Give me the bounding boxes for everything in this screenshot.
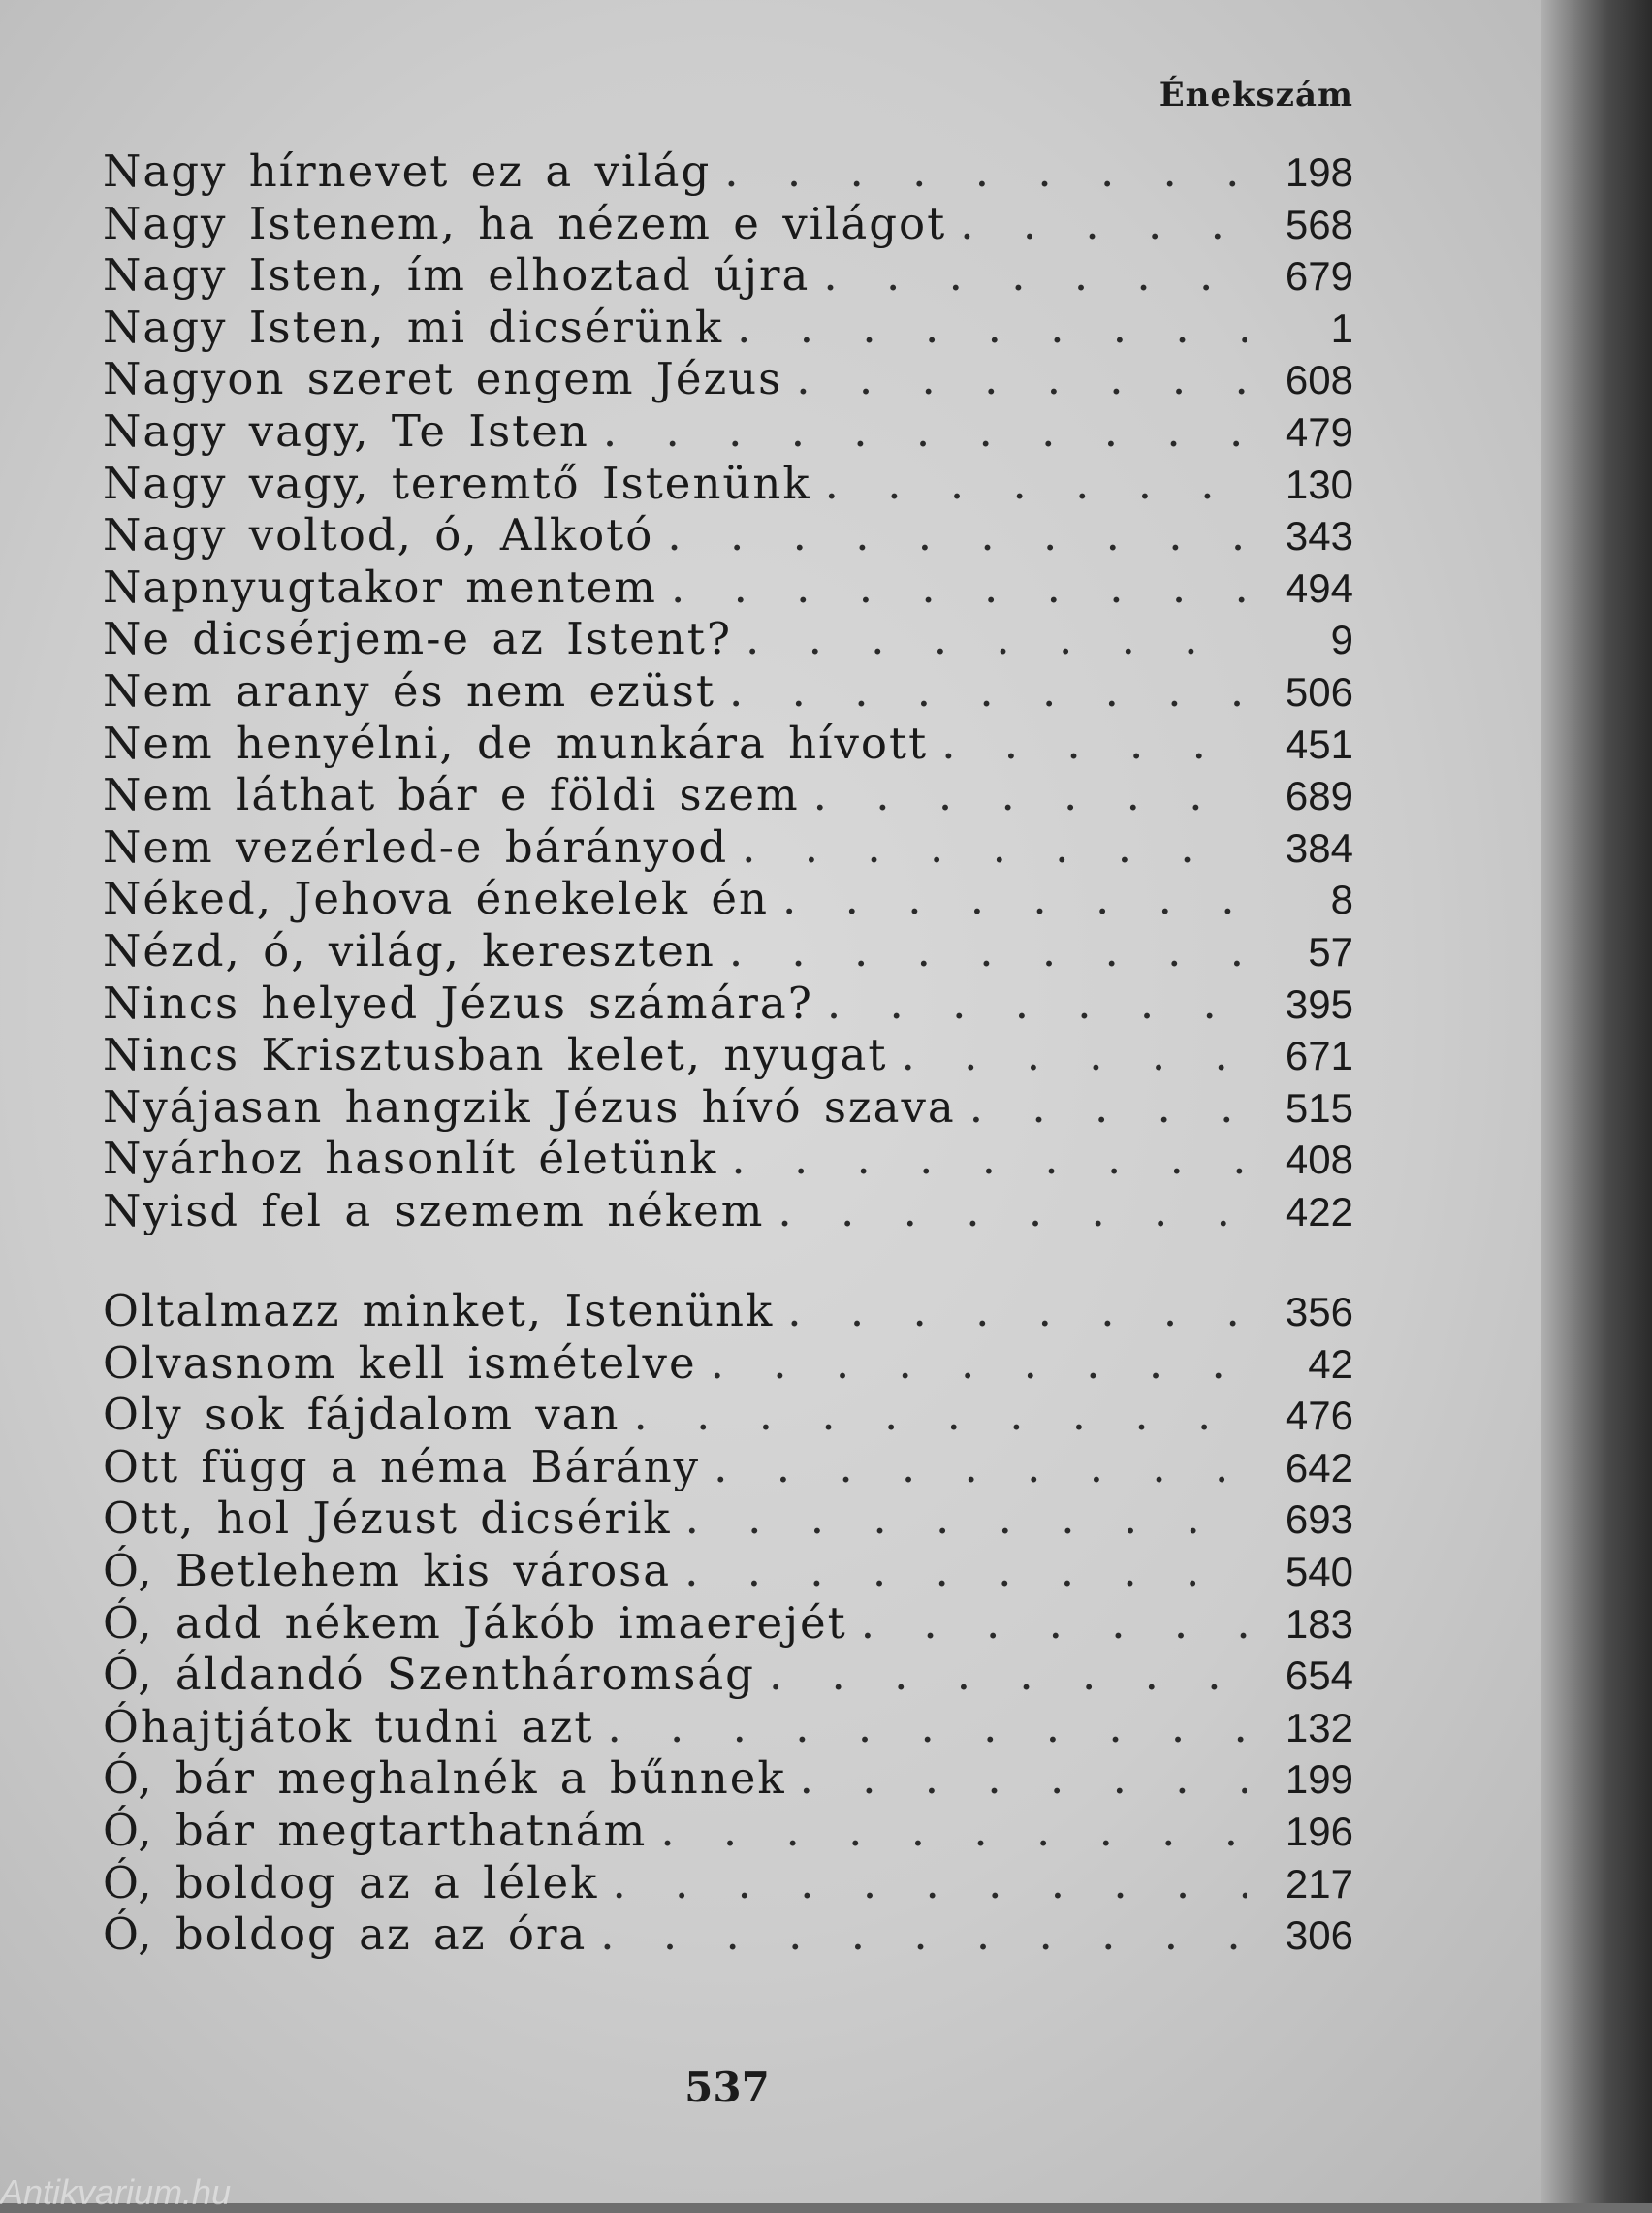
entry-title: Nagy Isten, ím elhoztad újra: [103, 249, 810, 302]
index-entry: [103, 821, 1353, 874]
entry-title: Nem henyélni, de munkára hívott: [103, 717, 929, 769]
index-entry: [103, 769, 1353, 821]
entry-title: Ó, bár meghalnék a bűnnek: [103, 1752, 786, 1805]
entry-song-number: 476: [1285, 1393, 1353, 1439]
entry-song-number: 57: [1308, 928, 1353, 975]
entry-song-number: 132: [1285, 1704, 1353, 1750]
dot-leader: [941, 718, 1247, 769]
entry-title: Ó, bár megtarthatnám: [103, 1804, 648, 1856]
dot-leader: [813, 769, 1247, 820]
index-entry: [103, 1029, 1353, 1081]
dot-leader: [960, 198, 1247, 249]
dot-leader: [782, 873, 1247, 924]
index-entry: [103, 873, 1353, 925]
entry-title: Oltalmazz minket, Istenünk: [103, 1285, 775, 1336]
entry-title: Ó, áldandó Szentháromság: [103, 1649, 755, 1701]
entry-song-number: 42: [1308, 1340, 1353, 1387]
entry-song-number: 8: [1330, 877, 1353, 923]
index-entry: [103, 1752, 1353, 1805]
dot-leader: [729, 925, 1247, 977]
dot-leader: [825, 458, 1247, 509]
index-entry: [103, 1857, 1353, 1909]
entry-title: Nyájasan hangzik Jézus hívó szava: [103, 1080, 956, 1133]
entry-song-number: 515: [1285, 1084, 1353, 1131]
dot-leader: [827, 978, 1247, 1029]
index-entry: [103, 1649, 1353, 1701]
dot-leader: [603, 405, 1247, 457]
entry-song-number: 693: [1285, 1496, 1353, 1543]
dot-leader: [612, 1857, 1247, 1908]
dot-leader: [746, 613, 1247, 664]
entry-song-number: 217: [1285, 1860, 1353, 1907]
dot-leader: [969, 1081, 1247, 1133]
entry-song-number: 568: [1285, 201, 1353, 247]
entry-title: Nagyon szeret engem Jézus: [103, 353, 783, 405]
index-entry: [103, 1441, 1353, 1493]
entry-song-number: 540: [1285, 1548, 1353, 1594]
entry-title: Nem arany és nem ezüst: [103, 664, 715, 717]
dot-leader: [823, 249, 1247, 301]
index-entry: [103, 145, 1353, 198]
dot-leader: [901, 1029, 1247, 1080]
entry-song-number: 479: [1285, 408, 1353, 455]
index-entry: [103, 1081, 1353, 1134]
index-entry: [103, 405, 1353, 458]
dot-leader: [787, 1285, 1247, 1336]
entry-title: Napnyugtakor mentem: [103, 561, 657, 613]
entry-title: Nézd, ó, világ, kereszten: [103, 924, 715, 977]
entry-song-number: 689: [1285, 773, 1353, 819]
entry-title: Nem láthat bár e földi szem: [103, 769, 800, 821]
dot-leader: [714, 1441, 1247, 1492]
entry-title: Óhajtjátok tudni azt: [103, 1700, 594, 1752]
dot-leader: [711, 1337, 1247, 1389]
entry-title: Oly sok fájdalom van: [103, 1389, 620, 1441]
entry-song-number: 343: [1285, 513, 1353, 560]
entry-song-number: 642: [1285, 1444, 1353, 1491]
index-entry: [103, 1185, 1353, 1237]
index-entry: [103, 1285, 1353, 1337]
dot-leader: [667, 509, 1247, 561]
entry-title: Nagy Isten, mi dicsérünk: [103, 301, 724, 353]
index-entry: [103, 978, 1353, 1030]
entry-song-number: 356: [1285, 1289, 1353, 1334]
index-entry: [103, 613, 1353, 665]
entry-song-number: 130: [1285, 461, 1353, 507]
index-entry: [103, 198, 1353, 250]
entry-song-number: 671: [1285, 1033, 1353, 1079]
index-entry: [103, 1492, 1353, 1545]
entry-song-number: 183: [1285, 1600, 1353, 1647]
index-entry: [103, 1597, 1353, 1650]
index-entry: [103, 458, 1353, 510]
column-header-song-number: Énekszám: [1159, 76, 1353, 114]
entry-song-number: 395: [1285, 980, 1353, 1027]
entry-title: Ott függ a néma Bárány: [103, 1440, 701, 1492]
index-entry: [103, 1389, 1353, 1441]
entry-title: Olvasnom kell ismételve: [103, 1336, 697, 1389]
index-entry: [103, 509, 1353, 561]
dot-leader: [800, 1752, 1247, 1804]
entry-title: Nagy vagy, Te Isten: [103, 404, 589, 457]
dot-leader: [660, 1805, 1247, 1856]
index-entry: [103, 302, 1353, 354]
index-entry: [103, 561, 1353, 614]
entry-song-number: 198: [1285, 149, 1353, 195]
dot-leader: [769, 1649, 1247, 1700]
entry-title: Nyárhoz hasonlít életünk: [103, 1133, 718, 1185]
dot-leader: [671, 561, 1247, 613]
entry-song-number: 9: [1330, 617, 1353, 663]
dot-leader: [731, 1133, 1247, 1184]
index-entry: [103, 1133, 1353, 1185]
dot-leader: [737, 302, 1247, 353]
entry-title: Ó, boldog az az óra: [103, 1908, 588, 1961]
dot-leader: [729, 665, 1247, 717]
index-group-o: [103, 1285, 1353, 1961]
entry-title: Nyisd fel a szemem nékem: [103, 1184, 765, 1236]
dot-leader: [724, 145, 1247, 197]
entry-title: Ott, hol Jézust dicsérik: [103, 1492, 672, 1545]
index-group-n: [103, 145, 1353, 1236]
entry-song-number: 408: [1285, 1137, 1353, 1183]
dot-leader: [778, 1185, 1247, 1236]
entry-song-number: 306: [1285, 1912, 1353, 1959]
entry-song-number: 679: [1285, 253, 1353, 300]
entry-title: Ó, boldog az a lélek: [103, 1856, 599, 1908]
index-entry: [103, 1337, 1353, 1390]
index-entry: [103, 925, 1353, 978]
dot-leader: [684, 1545, 1247, 1596]
entry-title: Nem vezérled-e bárányod: [103, 820, 729, 873]
entry-title: Ne dicsérjem-e az Istent?: [103, 613, 732, 665]
dot-leader: [600, 1908, 1247, 1960]
entry-song-number: 1: [1330, 305, 1353, 351]
entry-song-number: 451: [1285, 721, 1353, 767]
index-entry: [103, 718, 1353, 770]
entry-title: Nagy hírnevet ez a világ: [103, 145, 712, 197]
entry-song-number: 608: [1285, 357, 1353, 403]
entry-title: Nincs Krisztusban kelet, nyugat: [103, 1029, 888, 1081]
entry-song-number: 196: [1285, 1808, 1353, 1854]
dot-leader: [861, 1597, 1247, 1649]
dot-leader: [685, 1492, 1247, 1544]
entry-song-number: 494: [1285, 564, 1353, 611]
entry-title: Ó, Betlehem kis városa: [103, 1544, 672, 1596]
entry-song-number: 384: [1285, 824, 1353, 871]
entry-song-number: 422: [1285, 1188, 1353, 1235]
entry-title: Ó, add nékem Jákób imaerejét: [103, 1596, 847, 1649]
index-entry: [103, 249, 1353, 302]
index-entry: [103, 1805, 1353, 1857]
index-entry: [103, 665, 1353, 718]
dot-leader: [796, 353, 1247, 404]
entry-title: Néked, Jehova énekelek én: [103, 873, 769, 925]
dot-leader: [634, 1389, 1247, 1440]
dot-leader: [742, 821, 1247, 873]
entry-song-number: 654: [1285, 1652, 1353, 1699]
entry-song-number: 199: [1285, 1756, 1353, 1803]
watermark: Antikvarium.hu: [0, 2172, 232, 2212]
page-number: 537: [684, 2064, 770, 2111]
dot-leader: [607, 1701, 1247, 1752]
entry-song-number: 506: [1285, 668, 1353, 715]
page-edge-shadow: [1541, 0, 1652, 2203]
entry-title: Nagy Istenem, ha nézem e világot: [103, 197, 947, 249]
entry-title: Nagy vagy, teremtő Istenünk: [103, 457, 811, 509]
entry-title: Nagy voltod, ó, Alkotó: [103, 509, 654, 561]
index-entry: [103, 1908, 1353, 1961]
index-entry: [103, 353, 1353, 405]
index-entry: [103, 1545, 1353, 1597]
index-entry: [103, 1701, 1353, 1753]
entry-title: Nincs helyed Jézus számára?: [103, 977, 813, 1029]
